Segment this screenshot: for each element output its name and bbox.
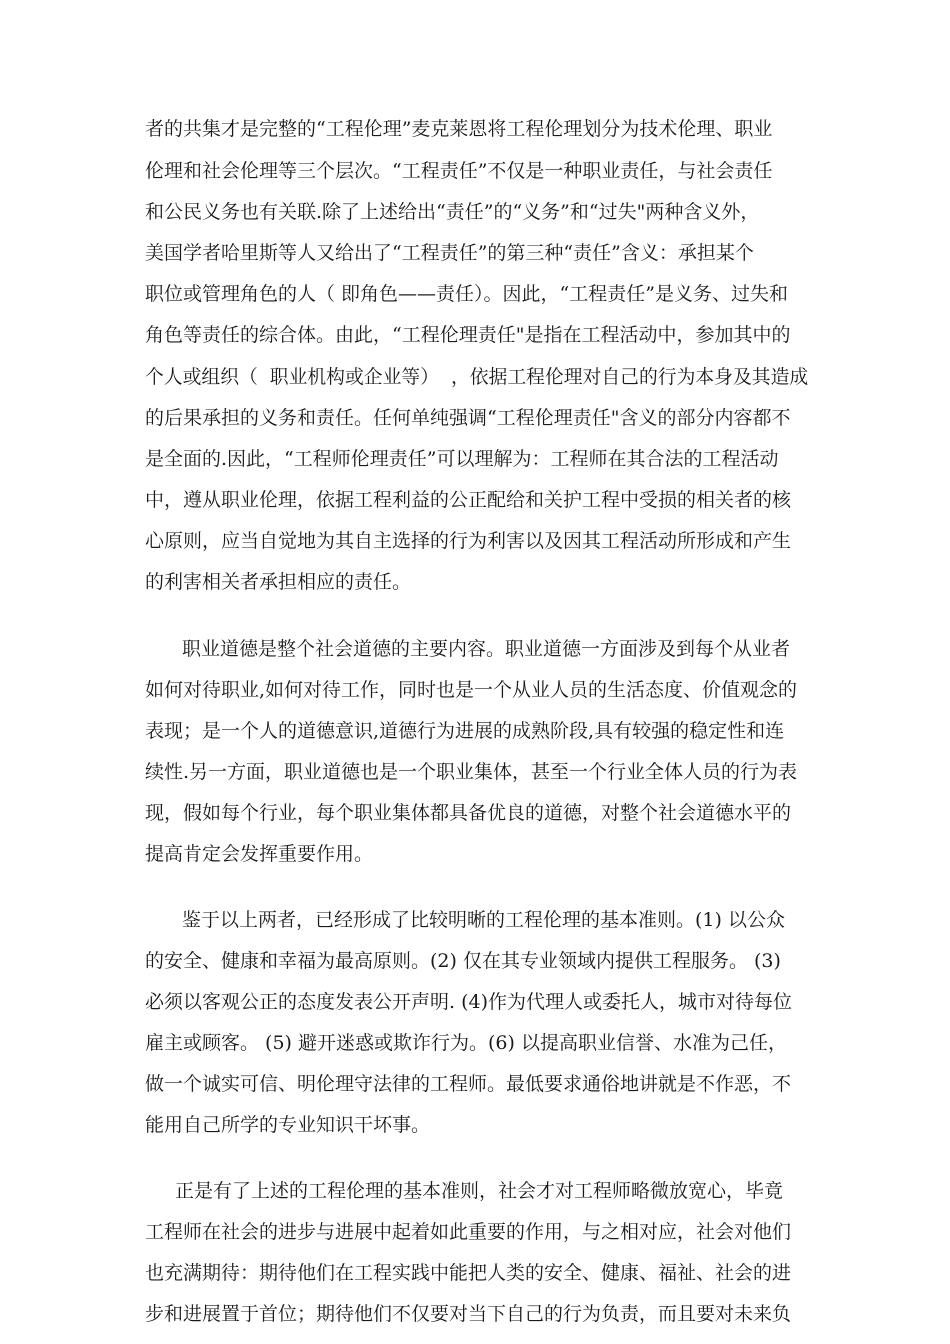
text-line: 伦理和社会伦理等三个层次。“工程责任”不仅是一种职业责任，与社会责任 — [145, 160, 773, 182]
text-line: 者的共集才是完整的“工程伦理”麦克莱恩将工程伦理划分为技术伦理、职业 — [145, 118, 773, 140]
text-line: 表现；是一个人的道德意识,道德行为进展的成熟阶段,具有较强的稳定性和连 — [145, 720, 785, 742]
text-line: 职位或管理角色的人（ 即角色——责任）。因此，“工程责任”是义务、过失和 — [145, 283, 788, 305]
text-line: 能用自己所学的专业知识干坏事。 — [145, 1114, 431, 1136]
text-line: 美国学者哈里斯等人又给出了“工程责任”的第三种“责任”含义：承担某个 — [145, 242, 754, 264]
text-line: 也充满期待：期待他们在工程实践中能把人类的安全、健康、福祉、社会的进 — [145, 1262, 792, 1284]
text-line: 做一个诚实可信、明伦理守法律的工程师。最低要求通俗地讲就是不作恶，不 — [145, 1073, 792, 1095]
text-line: 续性.另一方面，职业道德也是一个职业集体，甚至一个行业全体人员的行为表 — [145, 761, 798, 783]
text-line: 雇主或顾客。 (5) 避开迷惑或欺诈行为。(6) 以提高职业信誉、水准为己任， — [145, 1032, 787, 1054]
text-line: 步和进展置于首位；期待他们不仅要对当下自己的行为负责，而且要对未来负 — [145, 1303, 792, 1325]
text-line: 工程师在社会的进步与进展中起着如此重要的作用，与之相对应，社会对他们 — [145, 1221, 792, 1243]
text-line: 是全面的.因此，“工程师伦理责任”可以理解为：工程师在其合法的工程活动 — [145, 448, 779, 470]
text-line: 中，遵从职业伦理，依据工程利益的公正配给和关护工程中受损的相关者的核 — [145, 489, 792, 511]
text-line: 如何对待职业,如何对待工作，同时也是一个从业人员的生活态度、价值观念的 — [145, 679, 798, 701]
text-line: 个人或组织（ 职业机构或企业等） ，依据工程伦理对自己的行为本身及其造成 — [145, 366, 809, 388]
text-line: 提高肯定会发挥重要作用。 — [145, 843, 374, 865]
text-line: 必须以客观公正的态度发表公开声明. (4)作为代理人或委托人，城市对待每位 — [145, 991, 792, 1013]
text-line: 的安全、健康和幸福为最高原则。(2) 仅在其专业领域内提供工程服务。 (3) — [145, 950, 781, 972]
text-line: 的后果承担的义务和责任。任何单纯强调“工程伦理责任"含义的部分内容都不 — [145, 407, 791, 429]
text-line: 鉴于以上两者，已经形成了比较明晰的工程伦理的基本准则。(1) 以公众 — [182, 909, 785, 931]
text-line: 角色等责任的综合体。由此，“工程伦理责任"是指在工程活动中，参加其中的 — [145, 324, 791, 346]
text-line: 的利害相关者承担相应的责任。 — [145, 571, 412, 593]
text-line: 职业道德是整个社会道德的主要内容。职业道德一方面涉及到每个从业者 — [182, 638, 791, 660]
text-line: 和公民义务也有关联.除了上述给出“责任”的“义务”和“过失"两种含义外， — [145, 201, 760, 223]
text-line: 心原则，应当自觉地为其自主选择的行为利害以及因其工程活动所形成和产生 — [145, 530, 792, 552]
text-line: 正是有了上述的工程伦理的基本准则，社会才对工程师略微放宽心，毕竟 — [175, 1180, 784, 1202]
text-line: 现，假如每个行业，每个职业集体都具备优良的道德，对整个社会道德水平的 — [145, 802, 792, 824]
